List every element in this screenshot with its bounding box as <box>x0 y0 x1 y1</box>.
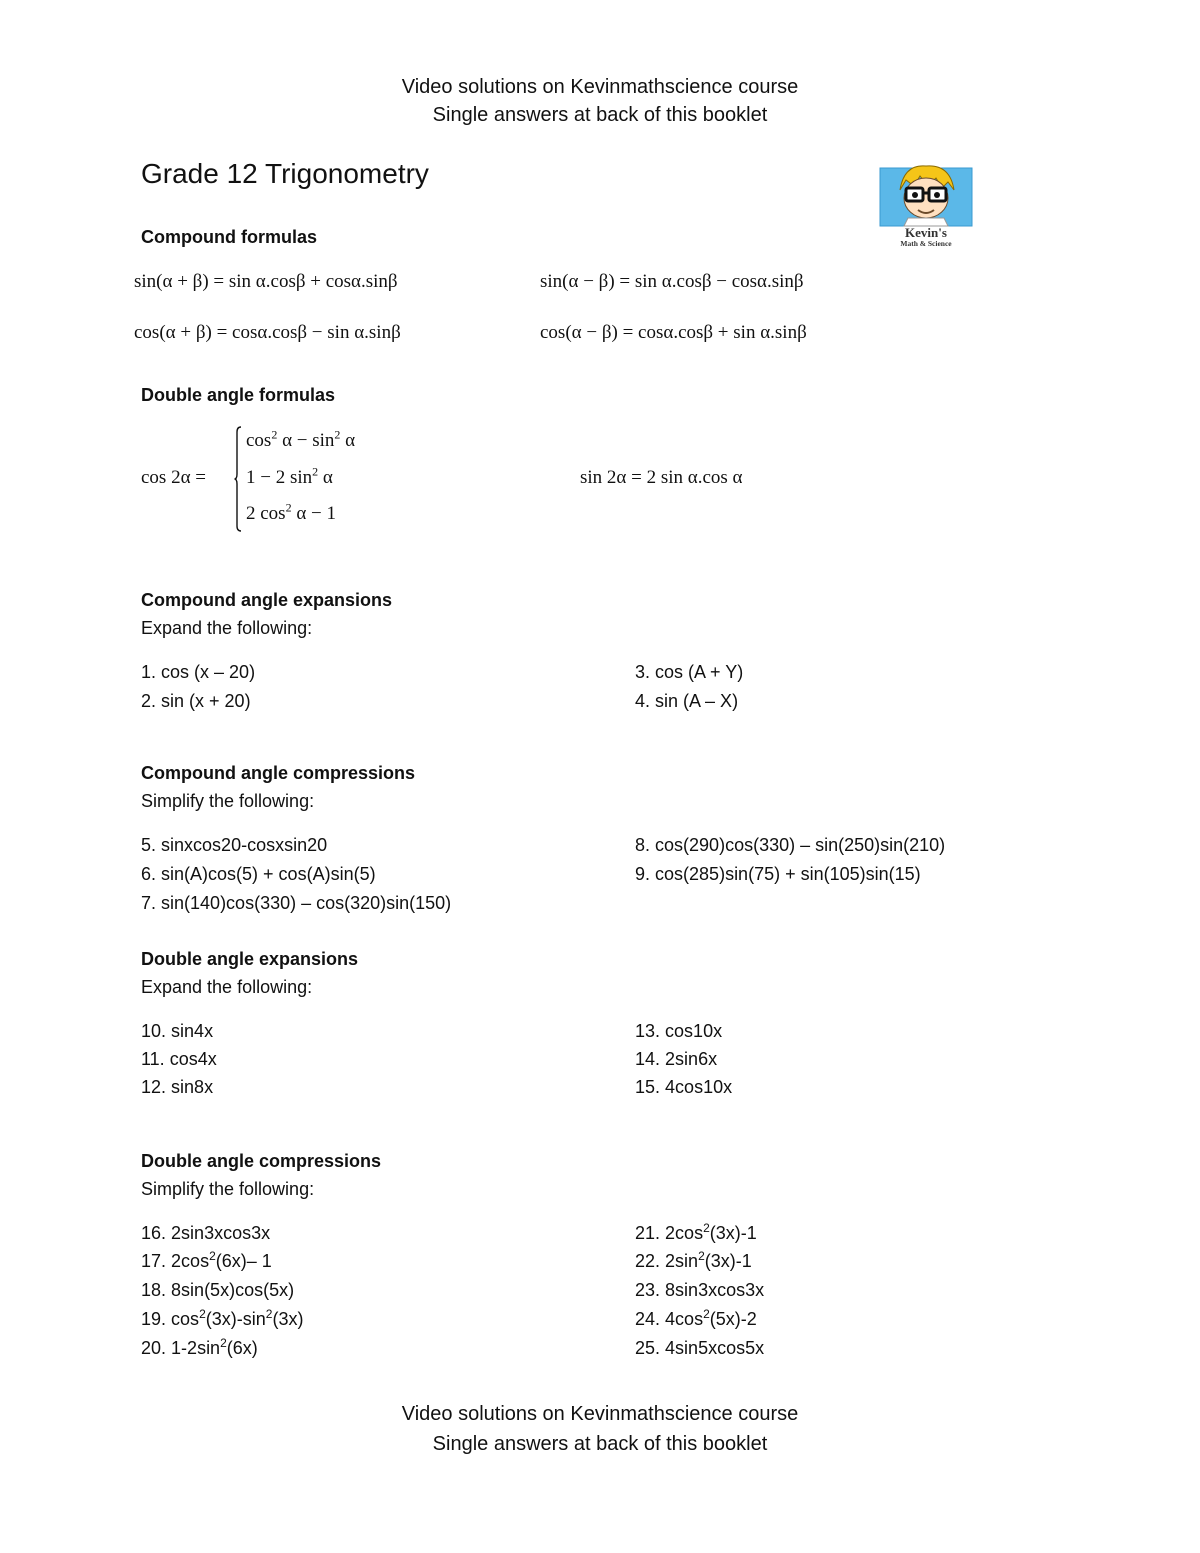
double-formulas-heading: Double angle formulas <box>141 385 336 405</box>
question-18: 18. 8sin(5x)cos(5x) <box>141 1280 295 1300</box>
page-title: Grade 12 Trigonometry <box>141 158 429 189</box>
question-10: 10. sin4x <box>141 1021 214 1041</box>
compound-expansions-heading: Compound angle expansions <box>141 590 393 610</box>
footer-line-1: Video solutions on Kevinmathscience course <box>401 1403 799 1425</box>
double-expansions-instruction: Expand the following: <box>141 977 313 997</box>
compound-formulas-heading: Compound formulas <box>141 227 317 247</box>
question-15: 15. 4cos10x <box>635 1077 733 1097</box>
question-4: 4. sin (A – X) <box>635 691 739 711</box>
question-16: 16. 2sin3xcos3x <box>141 1223 271 1243</box>
compound-compressions-instruction: Simplify the following: <box>141 791 315 811</box>
question-23: 23. 8sin3xcos3x <box>635 1280 765 1300</box>
question-9: 9. cos(285)sin(75) + sin(105)sin(15) <box>635 864 921 884</box>
question-3: 3. cos (A + Y) <box>635 662 744 682</box>
cos-double-lhs: cos 2α = <box>141 467 206 488</box>
question-6: 6. sin(A)cos(5) + cos(A)sin(5) <box>141 864 376 884</box>
kevins-logo <box>878 160 974 250</box>
sin-double-formula: sin 2α = 2 sin α.cos α <box>580 467 743 488</box>
question-1: 1. cos (x – 20) <box>141 662 256 682</box>
question-12: 12. sin8x <box>141 1077 214 1097</box>
compound-compressions-heading: Compound angle compressions <box>141 763 416 783</box>
cos-double-case-3: 2 $\cos^2 \alpha - 1$ <box>246 500 336 524</box>
question-14: 14. 2sin6x <box>635 1049 718 1069</box>
footer-line-2: Single answers at back of this booklet <box>432 1433 768 1455</box>
cos-double-case-1: $\cos^2 \alpha - \sin^2 \alpha$ <box>246 427 356 451</box>
question-5: 5. sinxcos20-cosxsin20 <box>141 835 328 855</box>
double-compressions-instruction: Simplify the following: <box>141 1179 315 1199</box>
question-17: 17. $2\cos^2(6x)-$ 1 <box>141 1249 272 1271</box>
question-22: 22. $2\sin^2(3x)-1$ <box>635 1249 752 1271</box>
question-24: 24. $4\cos^2(5x)-2$ <box>635 1307 757 1329</box>
question-19: 19. $\cos^2(3x)-\sin^2(3x)$ <box>141 1307 304 1329</box>
header-line-2: Single answers at back of this booklet <box>432 104 768 126</box>
question-25: 25. 4sin5xcos5x <box>635 1338 765 1358</box>
cos-diff-formula: cos(α − β) = cosα.cosβ + sin α.sinβ <box>540 322 807 343</box>
compound-expansions-instruction: Expand the following: <box>141 618 313 638</box>
question-8: 8. cos(290)cos(330) – sin(250)sin(210) <box>635 835 946 855</box>
header-line-1: Video solutions on Kevinmathscience course <box>401 76 799 98</box>
double-compressions-heading: Double angle compressions <box>141 1151 382 1171</box>
cases-brace <box>234 426 242 532</box>
cos-double-case-2: 1 − 2 $\sin^2 \alpha$ <box>246 464 333 488</box>
sin-diff-formula: sin(α − β) = sin α.cosβ − cosα.sinβ <box>540 271 804 292</box>
question-13: 13. cos10x <box>635 1021 723 1041</box>
question-20: 20. $1-2\sin^2(6x)$ <box>141 1336 258 1358</box>
question-11: 11. cos4x <box>141 1049 217 1069</box>
cartoon-kid-icon <box>878 160 974 250</box>
logo-name: Kevin's <box>905 225 947 240</box>
question-2: 2. sin (x + 20) <box>141 691 251 711</box>
cos-sum-formula: cos(α + β) = cosα.cosβ − sin α.sinβ <box>134 322 401 343</box>
question-7: 7. sin(140)cos(330) – cos(320)sin(150) <box>141 893 452 913</box>
logo-tagline: Math & Science <box>900 239 952 248</box>
sin-sum-formula: sin(α + β) = sin α.cosβ + cosα.sinβ <box>134 271 398 292</box>
question-21: 21. $2\cos^2(3x)-1$ <box>635 1221 757 1243</box>
double-expansions-heading: Double angle expansions <box>141 949 359 969</box>
